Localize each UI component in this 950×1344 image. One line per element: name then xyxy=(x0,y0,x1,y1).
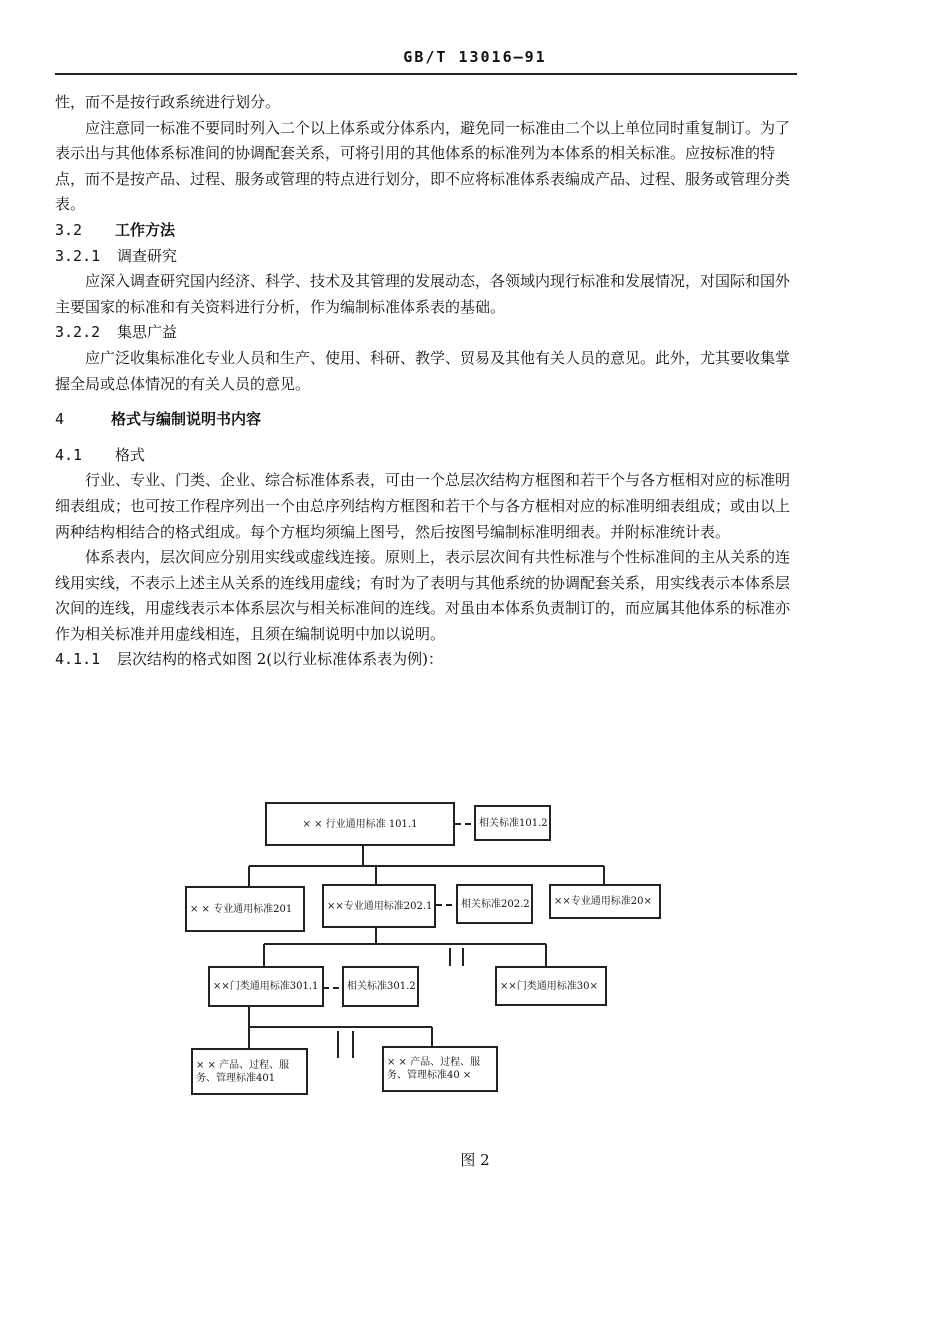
section-title: 层次结构的格式如图 2(以行业标准体系表为例)： xyxy=(117,650,444,669)
box-industry-general-101-1: × × 行业通用标准 101.1 xyxy=(265,802,455,846)
body-paragraph: 应广泛收集标准化专业人员和生产、使用、科研、教学、贸易及其他有关人员的意见。此外，尤其要收集掌握全局或总体情况的有关人员的意见。 xyxy=(55,348,791,393)
box-category-general-30x: ××门类通用标准30× xyxy=(495,966,607,1006)
body-paragraph-continued: 性，而不是按行政系统进行划分。 xyxy=(55,93,281,111)
box-related-202-2: 相关标准202.2 xyxy=(456,884,533,924)
section-number: 4 xyxy=(55,410,65,429)
figure-caption: 图 2 xyxy=(460,1151,490,1169)
body-paragraph: 行业、专业、门类、企业、综合标准体系表，可由一个总层次结构方框图和若干个与各方框相对应的标准明细表组成；也可按工作程序列出一个由总序列结构方框图和若干个与各方框相对应的标准明细表组成；或由以上两种结构相结合的格式组成。每个方框均须编上图号，然后按图号编制标准明细表。并附标准统计表。 xyxy=(55,471,791,541)
spacer xyxy=(55,433,800,443)
section-number: 4.1 xyxy=(55,445,83,464)
body-paragraph: 体系表内，层次间应分别用实线或虚线连接。原则上，表示层次间有共性标准与个性标准间的主从关系的连线用实线，不表示上述主从关系的连线用虚线；有时为了表明与其他系统的协调配套关系，用实线表示本体系层次间的连线，用虚线表示本体系层次与相关标准间的连线。对虽由本体系负责制订的，而应属其他体系的标准亦作为相关标准并用虚线相连，且须在编制说明中加以说明。 xyxy=(55,548,791,643)
box-professional-general-20x: ××专业通用标准20× xyxy=(549,884,661,919)
box-related-301-2: 相关标准301.2 xyxy=(342,966,419,1007)
section-heading xyxy=(55,218,800,244)
box-category-general-301-1: ××门类通用标准301.1 xyxy=(208,966,324,1007)
page-header-code: GB/T 13016—91 xyxy=(403,48,547,66)
section-title: 集思广益 xyxy=(117,323,178,342)
subsection-heading xyxy=(55,443,800,469)
section-number: 3.2 xyxy=(55,220,83,239)
box-product-standard-401: × × 产品、过程、服务、管理标准401 xyxy=(191,1048,308,1095)
section-heading xyxy=(55,407,800,433)
section-number: 4.1.1 xyxy=(55,650,101,669)
section-number: 3.2.1 xyxy=(55,246,101,265)
box-professional-general-202-1: ××专业通用标准202.1 xyxy=(322,884,436,928)
header-rule xyxy=(55,73,797,75)
box-product-standard-40x: × × 产品、过程、服务、管理标准40 × xyxy=(382,1046,498,1092)
body-text xyxy=(55,90,800,673)
subsection-heading xyxy=(55,647,800,673)
section-title: 工作方法 xyxy=(115,220,176,239)
section-title: 格式 xyxy=(115,445,146,464)
box-professional-general-201: × × 专业通用标准201 xyxy=(185,886,305,932)
spacer xyxy=(55,397,800,407)
subsection-heading xyxy=(55,320,800,346)
section-number: 3.2.2 xyxy=(55,323,101,342)
body-paragraph: 应注意同一标准不要同时列入二个以上体系或分体系内，避免同一标准由二个以上单位同时重复制订。为了表示出与其他体系标准间的协调配套关系，可将引用的其他体系的标准列为本体系的相关标准。应按标准的特点，而不是按产品、过程、服务或管理的特点进行划分，即不应将标准体系表编成产品、过程、服务或管理分类表。 xyxy=(55,118,791,214)
subsection-heading xyxy=(55,244,800,270)
section-title: 格式与编制说明书内容 xyxy=(111,410,262,429)
box-related-101-2: 相关标准101.2 xyxy=(474,805,551,841)
body-paragraph: 应深入调查研究国内经济、科学、技术及其管理的发展动态，各领域内现行标准和发展情况，对国际和国外主要国家的标准和有关资料进行分析，作为编制标准体系表的基础。 xyxy=(55,272,791,316)
section-title: 调查研究 xyxy=(117,246,178,265)
